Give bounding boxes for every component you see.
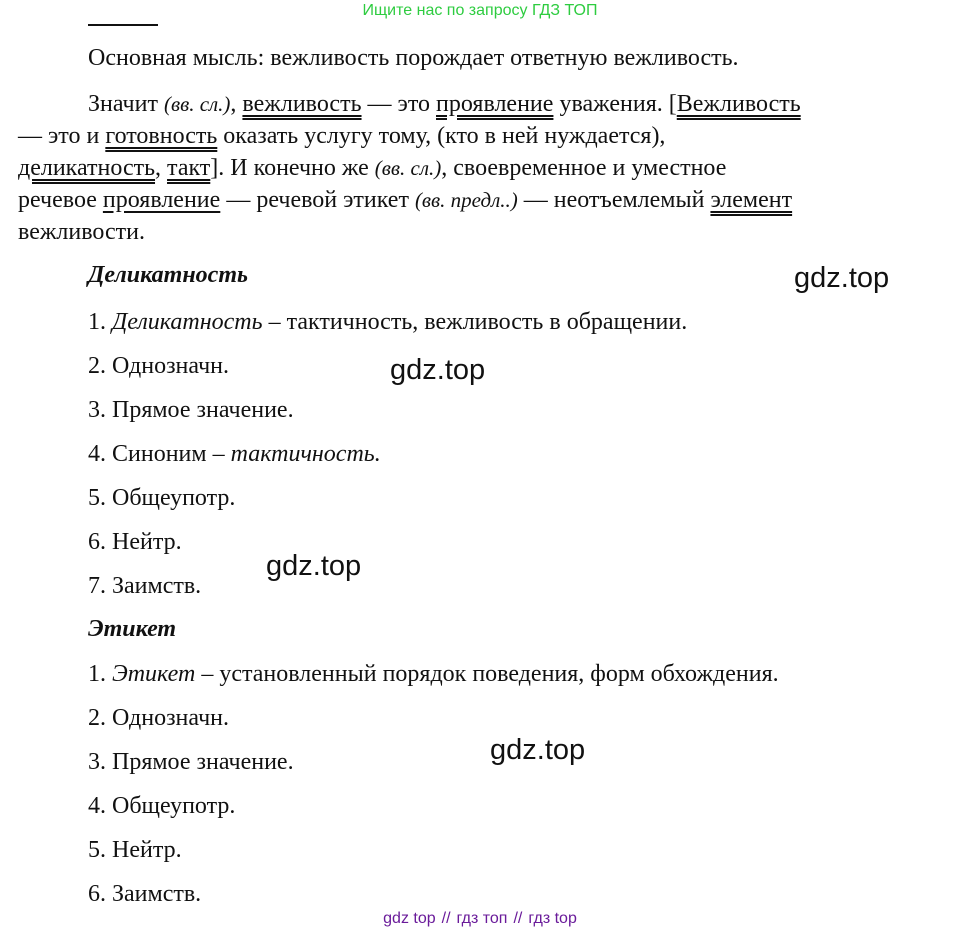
watermark: gdz.top xyxy=(490,734,586,766)
dash: — xyxy=(367,91,392,117)
punct: , xyxy=(155,155,162,181)
footer-separator: // xyxy=(441,910,451,927)
item-dash: – xyxy=(268,309,281,335)
list-item xyxy=(88,660,779,688)
dash: — xyxy=(18,123,42,149)
list-item xyxy=(88,792,235,820)
item-text: Прямое значение. xyxy=(112,749,294,775)
predicate-word: элемент xyxy=(710,187,793,213)
item-number: 3. xyxy=(88,397,106,423)
footer-separator: // xyxy=(513,910,523,927)
top-rule xyxy=(88,24,158,26)
list-item xyxy=(88,748,294,776)
subject-word: вежливость xyxy=(242,91,362,117)
list-item xyxy=(88,352,229,380)
item-number: 2. xyxy=(88,705,106,731)
item-text: Однозначн. xyxy=(112,705,229,731)
list-item xyxy=(88,396,294,424)
watermark: gdz.top xyxy=(266,550,362,582)
section-title-delikatnost: Деликатность xyxy=(88,262,248,288)
footer-link[interactable]: гдз top xyxy=(528,910,577,927)
parenthetical: (вв. сл.) xyxy=(163,92,231,116)
list-item xyxy=(88,308,687,336)
item-number: 5. xyxy=(88,837,106,863)
parenthetical: (вв. сл.) xyxy=(374,156,442,180)
word: Значит xyxy=(88,91,158,117)
list-item xyxy=(88,528,182,556)
item-dash: – xyxy=(201,661,214,687)
footer xyxy=(0,910,960,928)
item-text: установленный порядок поведения, форм обхождения. xyxy=(219,661,779,687)
item-number: 7. xyxy=(88,573,106,599)
analysis-line-4 xyxy=(18,186,792,214)
text: , своевременное и уместное xyxy=(441,155,727,181)
item-text: Общеупотр. xyxy=(112,485,236,511)
item-text: Однозначн. xyxy=(112,353,229,379)
top-banner: Ищите нас по запросу ГДЗ ТОП xyxy=(362,2,598,19)
watermark: gdz.top xyxy=(794,262,890,294)
item-number: 5. xyxy=(88,485,106,511)
predicate-word: проявление xyxy=(436,91,554,117)
word: это xyxy=(397,91,431,117)
item-number: 2. xyxy=(88,353,106,379)
analysis-line-3 xyxy=(18,154,726,182)
item-number: 1. xyxy=(88,309,106,335)
item-text: Нейтр. xyxy=(112,837,182,863)
text: оказать услугу тому, (кто в ней нуждается), xyxy=(223,123,666,149)
subject-word: проявление xyxy=(102,187,221,213)
analysis-line-2 xyxy=(18,122,665,150)
item-text: Заимств. xyxy=(112,573,202,599)
dash: — xyxy=(226,187,251,213)
item-number: 6. xyxy=(88,529,106,555)
item-number: 6. xyxy=(88,881,106,907)
parenthetical: (вв. предл..) xyxy=(414,188,518,212)
analysis-line-5: вежливости. xyxy=(18,219,145,245)
predicate-word: деликатность xyxy=(18,155,156,181)
item-number: 4. xyxy=(88,441,106,467)
item-text: Прямое значение. xyxy=(112,397,294,423)
word: речевое xyxy=(18,187,97,213)
bracket: [ xyxy=(668,91,677,117)
word: это и xyxy=(48,123,100,149)
list-item xyxy=(88,484,235,512)
footer-link[interactable]: гдз топ xyxy=(456,910,508,927)
list-item xyxy=(88,836,182,864)
dash: — xyxy=(523,187,548,213)
text: ]. И конечно же xyxy=(210,155,369,181)
item-term: Этикет xyxy=(112,661,196,687)
list-item xyxy=(88,880,201,908)
item-text: Синоним – xyxy=(112,441,225,467)
item-text: Нейтр. xyxy=(112,529,182,555)
text: речевой этикет xyxy=(256,187,409,213)
footer-link[interactable]: gdz top xyxy=(383,910,436,927)
predicate-word: готовность xyxy=(105,123,218,149)
item-number: 4. xyxy=(88,793,106,819)
predicate-word: такт xyxy=(167,155,211,181)
list-item xyxy=(88,572,201,600)
item-text: Общеупотр. xyxy=(112,793,236,819)
main-idea: Основная мысль: вежливость порождает ответную вежливость. xyxy=(88,45,739,71)
item-text: Заимств. xyxy=(112,881,202,907)
word: неотъемлемый xyxy=(553,187,705,213)
item-term: Деликатность xyxy=(112,309,263,335)
watermark: gdz.top xyxy=(390,354,486,386)
item-synonym: тактичность. xyxy=(230,441,381,467)
section-title-etiket: Этикет xyxy=(88,616,177,642)
item-number: 3. xyxy=(88,749,106,775)
list-item xyxy=(88,704,229,732)
subject-word: Вежливость xyxy=(676,91,801,117)
punct: , xyxy=(230,91,237,117)
item-number: 1. xyxy=(88,661,106,687)
word: уважения. xyxy=(559,91,663,117)
item-text: тактичность, вежливость в обращении. xyxy=(286,309,688,335)
list-item xyxy=(88,440,381,468)
analysis-line-1 xyxy=(88,90,801,118)
